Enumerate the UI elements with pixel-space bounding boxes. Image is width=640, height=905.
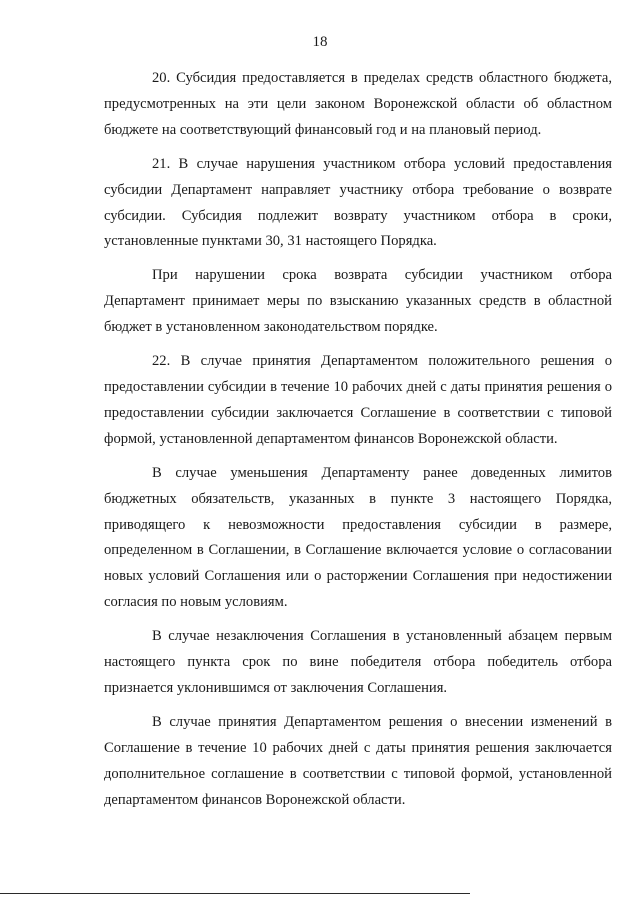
paragraph-22-evasion: В случае незаключения Соглашения в установленный абзацем первым настоящего пункта срок по вине победителя отбора победитель отбора признается уклонившимся от заключения Соглашения. [104,628,612,696]
paragraph-22-limits-reduction: В случае уменьшения Департаменту ранее доведенных лимитов бюджетных обязательств, указанных в пункте 3 настоящего Порядка, приводящего к невозможности предоставления субсидии в размере, определенном в Соглашении, в Соглашение включается условие о согласовании новых условий Соглашения или о расторжении Соглашения при недостижении согласия по новым условиям. [104,464,612,611]
paragraph-22-agreement-conclusion: 22. В случае принятия Департаментом положительного решения о предоставлении субсидии в течение 10 рабочих дней с даты принятия решения о предоставлении субсидии заключается Соглашение в соответствии с типовой формой, установленной департаментом финансов Воронежской области. [104,353,612,447]
paragraph-21-refund-requirement: 21. В случае нарушения участником отбора условий предоставления субсидии Департамент направляет участнику отбора требование о возврате субсидии. Субсидия подлежит возврату участником отбора в сроки, установленные пунктами 30, 31 настоящего Порядка. [104,155,612,250]
paragraph-22-amendments: В случае принятия Департаментом решения о внесении изменений в Соглашение в течение 10 рабочих дней с даты принятия решения заключается дополнительное соглашение в соответствии с типовой формой, установленной департаментом финансов Воронежской области. [104,713,612,808]
document-body [104,66,612,813]
page-number: 18 [312,34,328,50]
paragraph-20-subsidy-limits: 20. Субсидия предоставляется в пределах средств областного бюджета, предусмотренных на эти цели законом Воронежской области об областном бюджете на соответствующий финансовый год и на плановый период. [104,70,612,138]
paragraph-21-collection-measures: При нарушении срока возврата субсидии участником отбора Департамент принимает меры по взысканию указанных средств в областной бюджет в установленном законодательством порядке. [104,267,612,336]
footer-divider [0,893,470,894]
